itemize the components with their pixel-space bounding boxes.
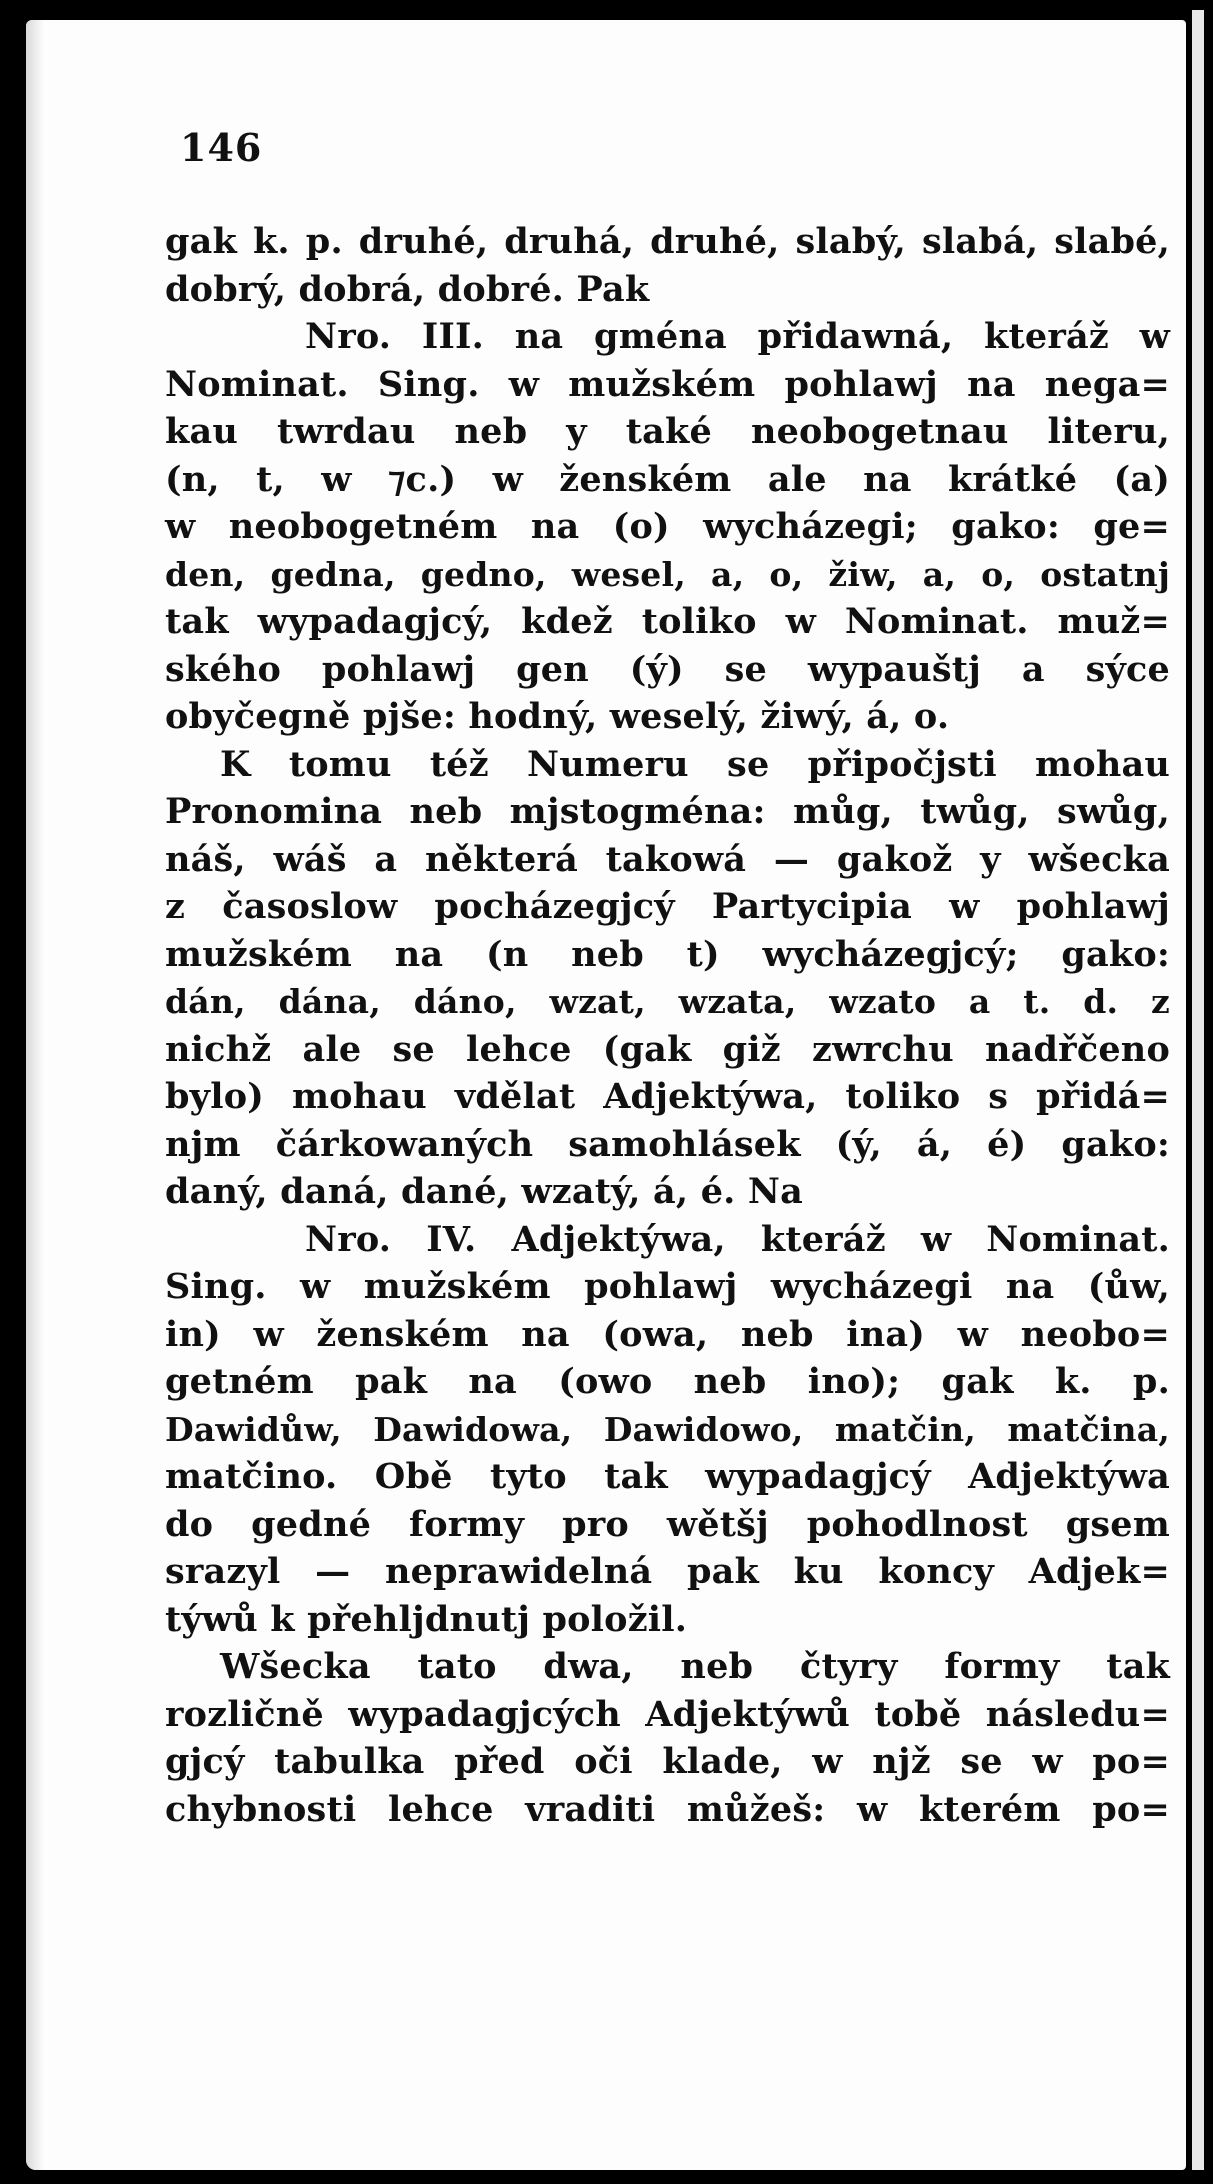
text-line: nichž ale se lehce (gak giž zwrchu nadřčeno bbox=[165, 1028, 1170, 1070]
text-line: chybnosti lehce vraditi můžeš: w kterém po= bbox=[165, 1788, 1170, 1830]
text-line: kau twrdau neb y také neobogetnau literu, bbox=[165, 411, 1170, 452]
text-line: ského pohlawj gen (ý) se wypauštj a sýce bbox=[165, 648, 1170, 690]
text-line: rozličně wypadagjcých Adjektýwů tobě následu= bbox=[165, 1693, 1170, 1735]
text-line: dobrý, dobrá, dobré. Pak bbox=[165, 268, 650, 310]
text-line: z časoslow pocházegjcý Partycipia w pohlawj bbox=[165, 886, 1170, 927]
text-line: gak k. p. druhé, druhá, druhé, slabý, slabá, slabé, bbox=[165, 221, 1170, 262]
section-heading-nro-iii: Nro. III. na gména přidawná, kteráž w bbox=[305, 316, 1170, 357]
text-line: dán, dána, dáno, wzat, wzata, wzato a t. d. z bbox=[165, 982, 1170, 1021]
text-line: gjcý tabulka před oči klade, w njž se w po= bbox=[165, 1741, 1170, 1782]
text-line: getném pak na (owo neb ino); gak k. p. bbox=[165, 1361, 1170, 1402]
paragraph-start: K tomu též Numeru se připočjsti mohau bbox=[220, 743, 1170, 785]
text-line: Pronomina neb mjstogména: můg, twůg, swůg, bbox=[165, 791, 1170, 832]
text-line: náš, wáš a některá takowá — gakož y wšecka bbox=[165, 838, 1170, 880]
text-line: matčino. Obě tyto tak wypadagjcý Adjektýwa bbox=[165, 1456, 1170, 1497]
text-line: srazyl — neprawidelná pak ku koncy Adjek= bbox=[165, 1551, 1170, 1592]
section-heading-nro-iv: Nro. IV. Adjektýwa, kteráž w Nominat. bbox=[305, 1218, 1170, 1260]
text-line: daný, daná, dané, wzatý, á, é. Na bbox=[165, 1171, 804, 1212]
page-edge-shadow bbox=[26, 20, 44, 2170]
text-line: den, gedna, gedno, wesel, a, o, žiw, a, o, ostatnj bbox=[165, 554, 1170, 594]
adjacent-page-edge bbox=[1192, 10, 1204, 2170]
text-line: njm čárkowaných samohlásek (ý, á, é) gako: bbox=[165, 1123, 1170, 1165]
text-line: do gedné formy pro wětšj pohodlnost gsem bbox=[165, 1503, 1170, 1545]
page-number: 146 bbox=[180, 125, 263, 170]
text-line: w neobogetném na (o) wycházegi; gako: ge= bbox=[165, 506, 1170, 547]
text-line: bylo) mohau vdělat Adjektýwa, toliko s přidá= bbox=[165, 1076, 1170, 1117]
paragraph-start: Wšecka tato dwa, neb čtyry formy tak bbox=[220, 1646, 1170, 1687]
text-line: in) w ženském na (owa, neb ina) w neobo= bbox=[165, 1313, 1170, 1355]
body-text bbox=[165, 218, 1170, 1833]
text-line: týwů k přehljdnutj položil. bbox=[165, 1598, 688, 1640]
text-line: obyčegně pjše: hodný, weselý, žiwý, á, o. bbox=[165, 696, 950, 737]
text-line: Nominat. Sing. w mužském pohlawj na nega= bbox=[165, 363, 1170, 405]
text-line: mužském na (n neb t) wycházegjcý; gako: bbox=[165, 933, 1170, 975]
text-line: tak wypadagjcý, kdež toliko w Nominat. muž= bbox=[165, 601, 1170, 642]
text-line: Dawidůw, Dawidowa, Dawidowo, matčin, matčina, bbox=[165, 1409, 1170, 1449]
text-line: Sing. w mužském pohlawj wycházegi na (ůw, bbox=[165, 1266, 1170, 1307]
text-line: (n, t, w ⁊c.) w ženském ale na krátké (a) bbox=[165, 458, 1170, 500]
